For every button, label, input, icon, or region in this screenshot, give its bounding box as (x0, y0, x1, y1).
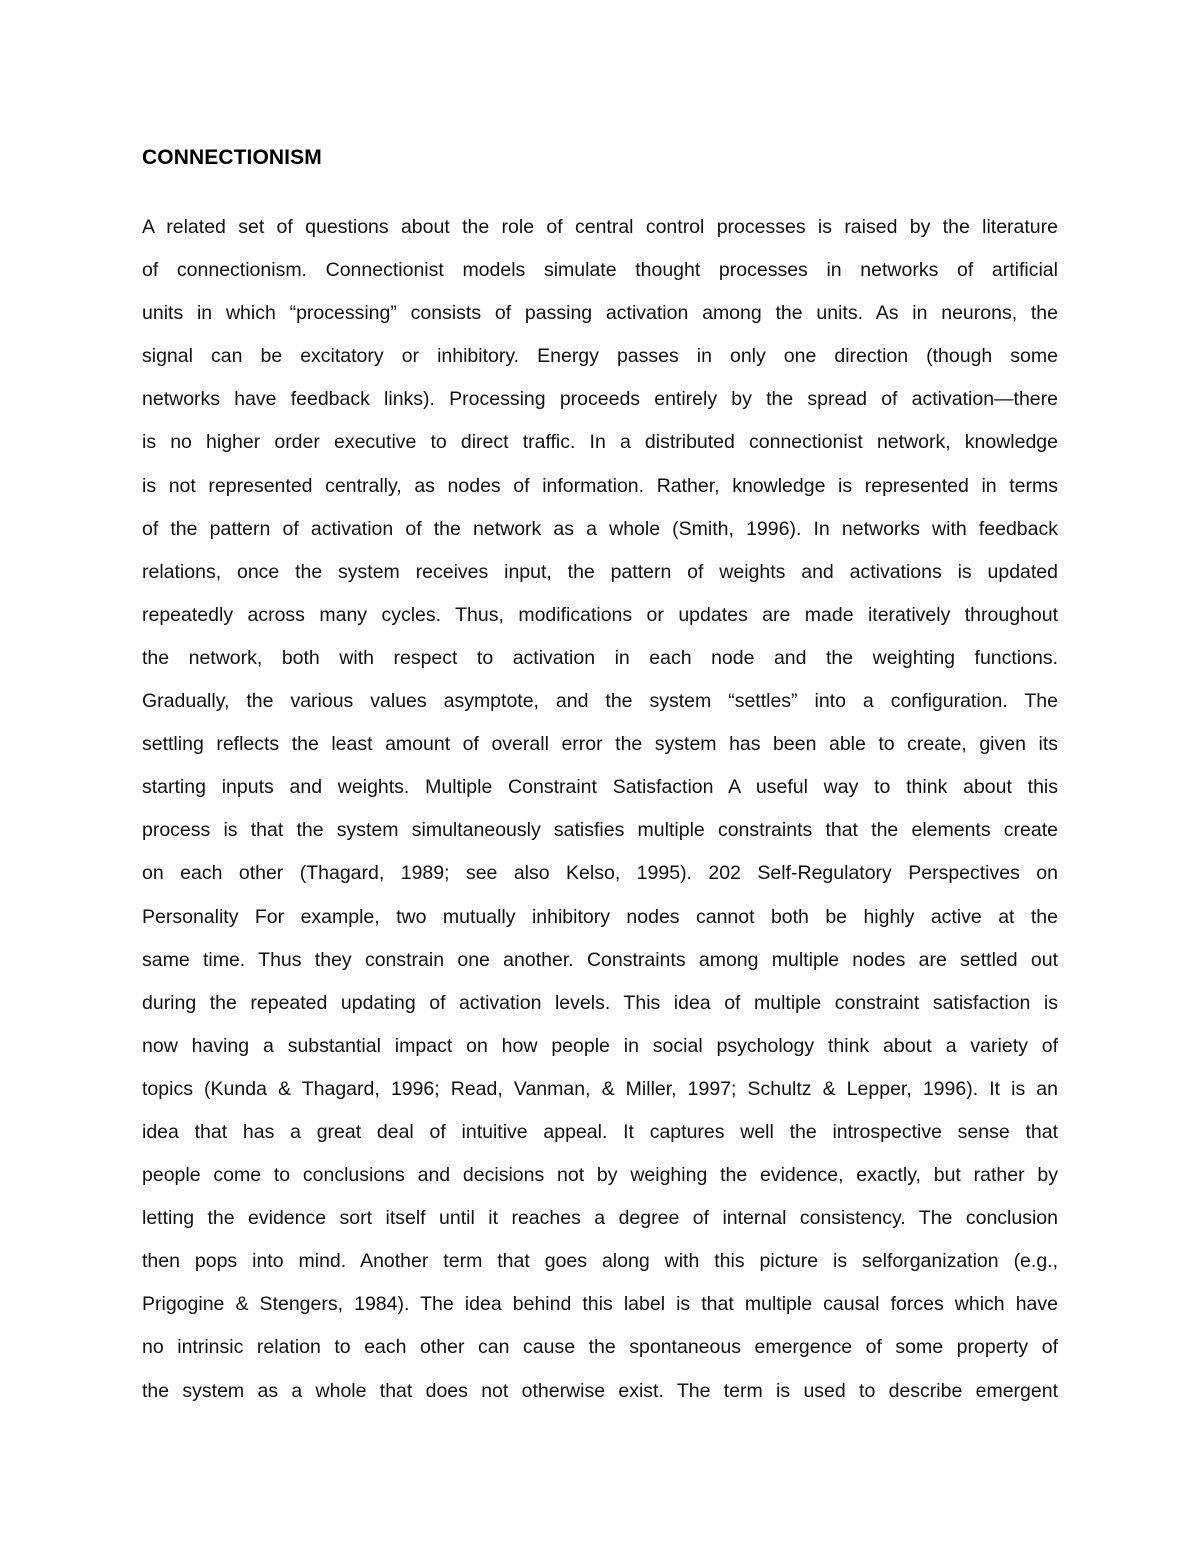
text-line: Personality For example, two mutually inhibitory nodes cannot both be highly active at the (142, 905, 1058, 928)
text-line: process is that the system simultaneously satisfies multiple constraints that the elements create (142, 819, 1058, 842)
text-line: now having a substantial impact on how people in social psychology think about a variety of (142, 1034, 1058, 1057)
body-paragraph (142, 206, 1058, 1413)
text-line: of connectionism. Connectionist models simulate thought processes in networks of artificial (142, 259, 1058, 282)
text-line: of the pattern of activation of the network as a whole (Smith, 1996). In networks with feedback (142, 517, 1058, 540)
text-line: networks have feedback links). Processing proceeds entirely by the spread of activation—there (142, 388, 1058, 411)
text-line: starting inputs and weights. Multiple Constraint Satisfaction A useful way to think about this (142, 776, 1058, 799)
text-line: signal can be excitatory or inhibitory. Energy passes in only one direction (though some (142, 345, 1058, 368)
text-line: is no higher order executive to direct traffic. In a distributed connectionist network, knowledge (142, 431, 1058, 454)
text-line: on each other (Thagard, 1989; see also Kelso, 1995). 202 Self-Regulatory Perspectives on (142, 862, 1058, 885)
text-line: no intrinsic relation to each other can cause the spontaneous emergence of some property of (142, 1336, 1058, 1359)
text-line: repeatedly across many cycles. Thus, modifications or updates are made iteratively throughout (142, 603, 1058, 626)
text-line: Gradually, the various values asymptote, and the system “settles” into a configuration. The (142, 690, 1058, 713)
text-line: Prigogine & Stengers, 1984). The idea behind this label is that multiple causal forces which have (142, 1293, 1058, 1316)
text-line: the network, both with respect to activation in each node and the weighting functions. (142, 646, 1058, 669)
page-title: CONNECTIONISM (142, 146, 322, 169)
text-line: relations, once the system receives input, the pattern of weights and activations is updated (142, 560, 1058, 583)
text-line: topics (Kunda & Thagard, 1996; Read, Vanman, & Miller, 1997; Schultz & Lepper, 1996). It is an (142, 1077, 1058, 1100)
text-line: letting the evidence sort itself until it reaches a degree of internal consistency. The conclusion (142, 1207, 1058, 1230)
text-line: people come to conclusions and decisions not by weighing the evidence, exactly, but rather by (142, 1164, 1058, 1187)
text-line: A related set of questions about the role of central control processes is raised by the literature (142, 216, 1058, 238)
text-line: idea that has a great deal of intuitive appeal. It captures well the introspective sense that (142, 1120, 1058, 1143)
text-line: during the repeated updating of activation levels. This idea of multiple constraint satisfaction is (142, 991, 1058, 1014)
text-line: then pops into mind. Another term that goes along with this picture is selforganization (e.g., (142, 1250, 1058, 1273)
text-line: same time. Thus they constrain one another. Constraints among multiple nodes are settled out (142, 948, 1058, 971)
text-line: units in which “processing” consists of passing activation among the units. As in neurons, the (142, 302, 1058, 325)
text-line: settling reflects the least amount of overall error the system has been able to create, given its (142, 733, 1058, 756)
text-line: the system as a whole that does not otherwise exist. The term is used to describe emergent (142, 1379, 1058, 1402)
text-line: is not represented centrally, as nodes of information. Rather, knowledge is represented in terms (142, 474, 1058, 497)
